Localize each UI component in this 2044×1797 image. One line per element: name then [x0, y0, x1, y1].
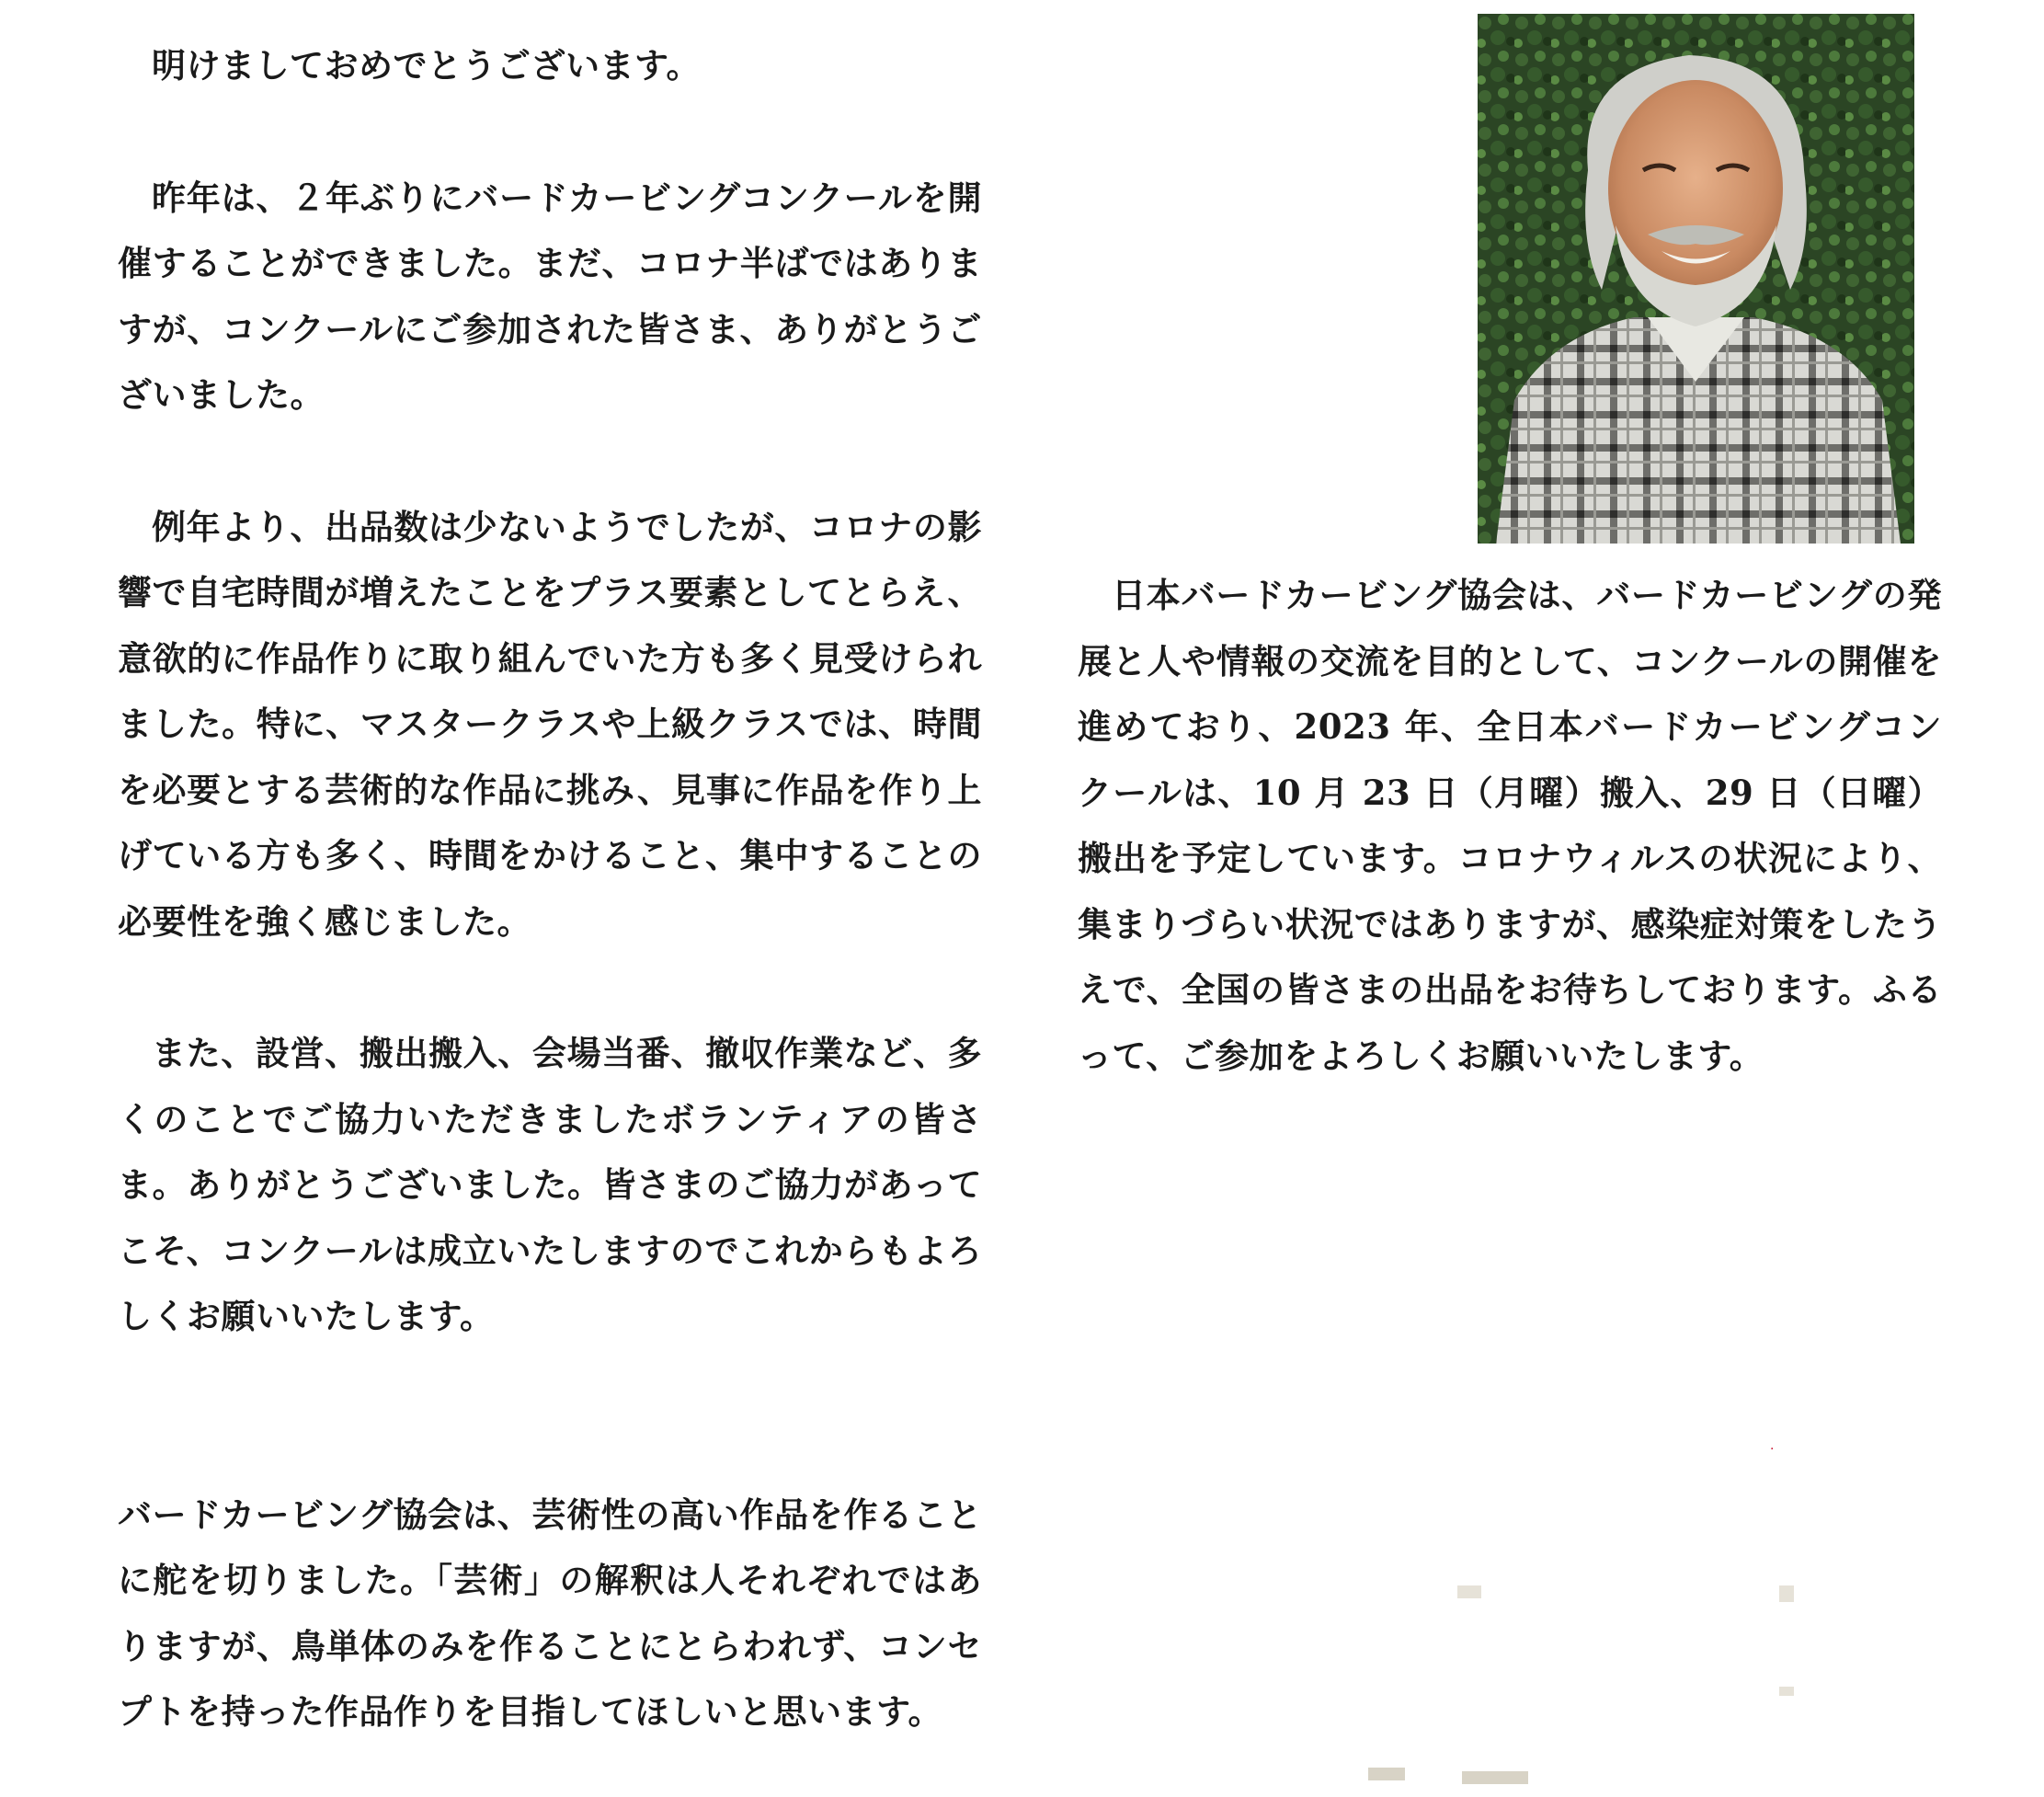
scan-artifact [1779, 1585, 1794, 1602]
scan-artifact [1779, 1687, 1794, 1696]
scan-artifact [1368, 1768, 1405, 1780]
greeting-paragraph: 明けましておめでとうございます。 [152, 45, 702, 86]
paragraph-contest-thanks: 昨年は、２年ぶりにバードカービングコンクールを開催することができました。まだ、コロナ半ばではありますが、コンクールにご参加された皆さま、ありがとうございました。 [118, 177, 982, 415]
paragraph-association-contest: 日本バードカービング協会は、バードカービングの発展と人や情報の交流を目的として、コンクールの開催を進めており、2023 年、全日本バードカービングコンクールは、10 月 23 日（月曜）搬入、29 日（日曜）搬出を予定しています。コロナウィルスの状況により、集まりづらい状況ではありますが、感染症対策をしたうえで、全国の皆さまの出品をお待ちしております。ふるって、ご参加をよろしくお願いいたします。 [1078, 575, 1942, 1076]
right-column [1078, 563, 1942, 1089]
paragraph-volunteers: また、設営、搬出搬入、会場当番、撤収作業など、多くのことでご協力いただきましたボランティアの皆さま。ありがとうございました。皆さまのご協力があってこそ、コンクールは成立いたしますのでこれからもよろしくお願いいたします。 [118, 1033, 982, 1336]
left-column [118, 33, 982, 1745]
paragraph-entries: 例年より、出品数は少ないようでしたが、コロナの影響で自宅時間が増えたことをプラス要素としてとらえ、意欲的に作品作りに取り組んでいた方も多く見受けられました。特に、マスタークラスや上級クラスでは、時間を必要とする芸術的な作品に挑み、見事に作品を作り上げている方も多く、時間をかけること、集中することの必要性を強く感じました。 [118, 506, 982, 942]
scan-artifact [1457, 1585, 1481, 1598]
paragraph-art-direction: バードカービング協会は、芸術性の高い作品を作ることに舵を切りました。「芸術」の解釈は人それぞれではありますが、鳥単体のみを作ることにとらわれず、コンセプトを持った作品作りを目指してほしいと思います。 [118, 1494, 982, 1732]
scan-artifact [1462, 1771, 1528, 1784]
portrait-photo [1478, 14, 1914, 544]
red-mark: · [1770, 1442, 1775, 1457]
